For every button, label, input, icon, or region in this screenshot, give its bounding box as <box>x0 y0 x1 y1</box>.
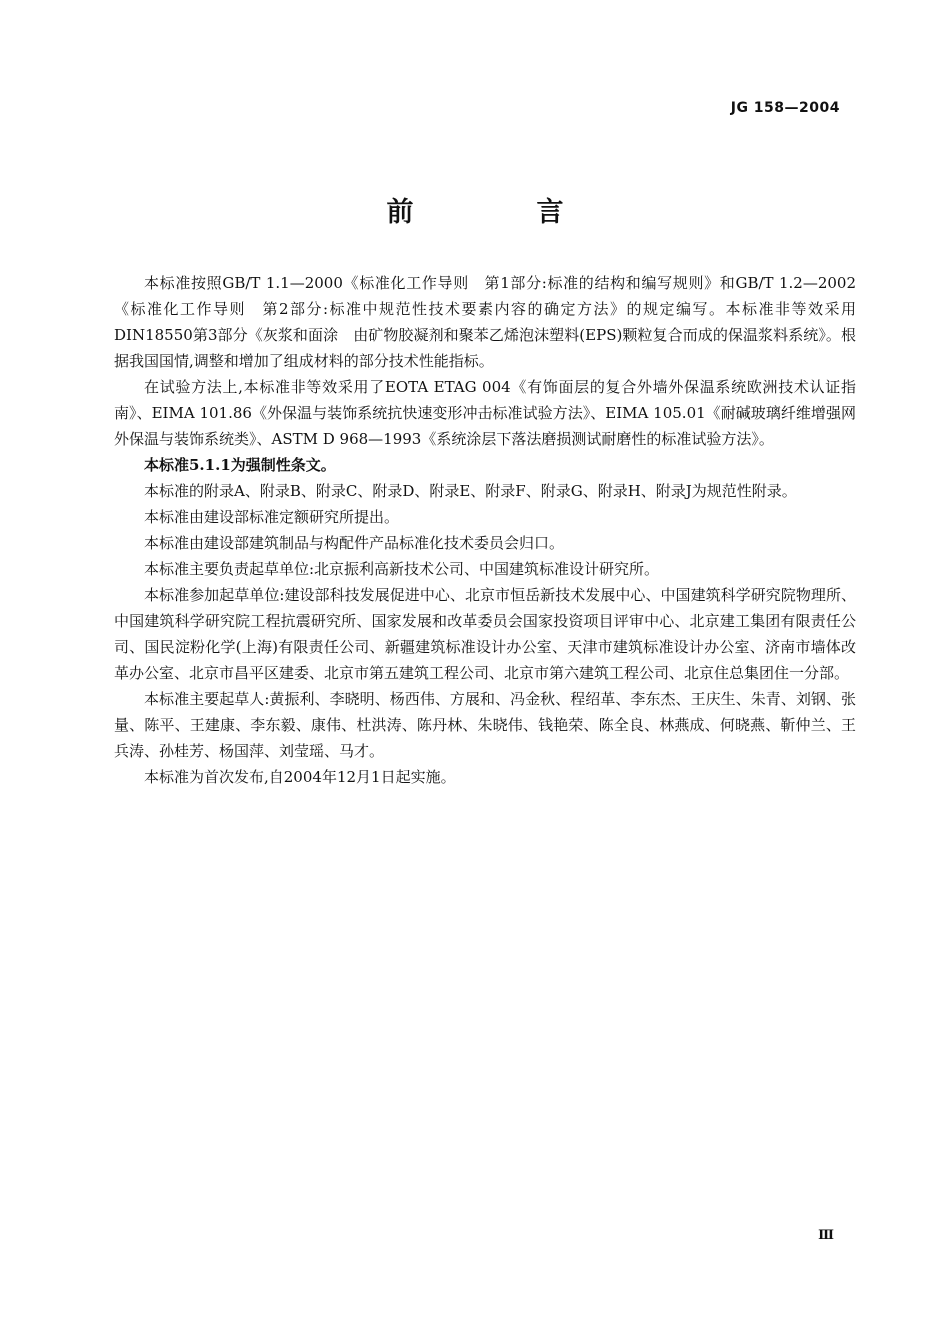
preface-body <box>114 270 872 790</box>
paragraph-appendices: 本标准的附录A、附录B、附录C、附录D、附录E、附录F、附录G、附录H、附录J为规范性附录。 <box>144 482 797 500</box>
paragraph-drafting-rules: 本标准按照GB/T 1.1—2000《标准化工作导则 第1部分:标准的结构和编写规则》和GB/T 1.2—2002《标准化工作导则 第2部分:标准中规范性技术要素内容的确定方法》的规定编写。本标准非等效采用DIN18550第3部分《灰浆和面涂 由矿物胶凝剂和聚苯乙烯泡沫塑料(EPS)颗粒复合而成的保温浆料系统》。根据我国国情,调整和增加了组成材料的部分技术性能指标。 <box>114 274 856 370</box>
paragraph-participating-units: 本标准参加起草单位:建设部科技发展促进中心、北京市恒岳新技术发展中心、中国建筑科学研究院物理所、中国建筑科学研究院工程抗震研究所、国家发展和改革委员会国家投资项目评审中心、北京建工集团有限责任公司、国民淀粉化学(上海)有限责任公司、新疆建筑标准设计办公室、天津市建筑标准设计办公室、济南市墙体改革办公室、北京市昌平区建委、北京市第五建筑工程公司、北京市第六建筑工程公司、北京住总集团住一分部。 <box>114 586 856 682</box>
paragraph-effective-date: 本标准为首次发布,自2004年12月1日起实施。 <box>144 768 456 786</box>
paragraph-main-drafters: 本标准主要起草人:黄振利、李晓明、杨西伟、方展和、冯金秋、程绍革、李东杰、王庆生、朱青、刘钢、张量、陈平、王建康、李东毅、康伟、杜洪涛、陈丹林、朱晓伟、钱艳荣、陈全良、林燕成、何晓燕、靳仲兰、王兵涛、孙桂芳、杨国萍、刘莹瑶、马才。 <box>114 690 856 760</box>
page-title: 前 言 <box>386 197 612 228</box>
page-number: Ⅲ <box>818 1228 834 1243</box>
paragraph-test-methods: 在试验方法上,本标准非等效采用了EOTA ETAG 004《有饰面层的复合外墙外保温系统欧洲技术认证指南》、EIMA 101.86《外保温与装饰系统抗快速变形冲击标准试验方法》、EIMA 105.01《耐碱玻璃纤维增强网 外保温与装饰系统类》、ASTM D 968—1993《系统涂层下落法磨损测试耐磨性的标准试验方法》。 <box>114 378 872 448</box>
paragraph-proposed-by: 本标准由建设部标准定额研究所提出。 <box>144 508 400 526</box>
paragraph-mandatory-clause: 本标准5.1.1为强制性条文。 <box>144 456 336 474</box>
paragraph-centralized-by: 本标准由建设部建筑制品与构配件产品标准化技术委员会归口。 <box>144 534 565 552</box>
paragraph-main-drafting-units: 本标准主要负责起草单位:北京振利高新技术公司、中国建筑标准设计研究所。 <box>144 560 660 578</box>
standard-code: JG 158—2004 <box>730 100 840 116</box>
